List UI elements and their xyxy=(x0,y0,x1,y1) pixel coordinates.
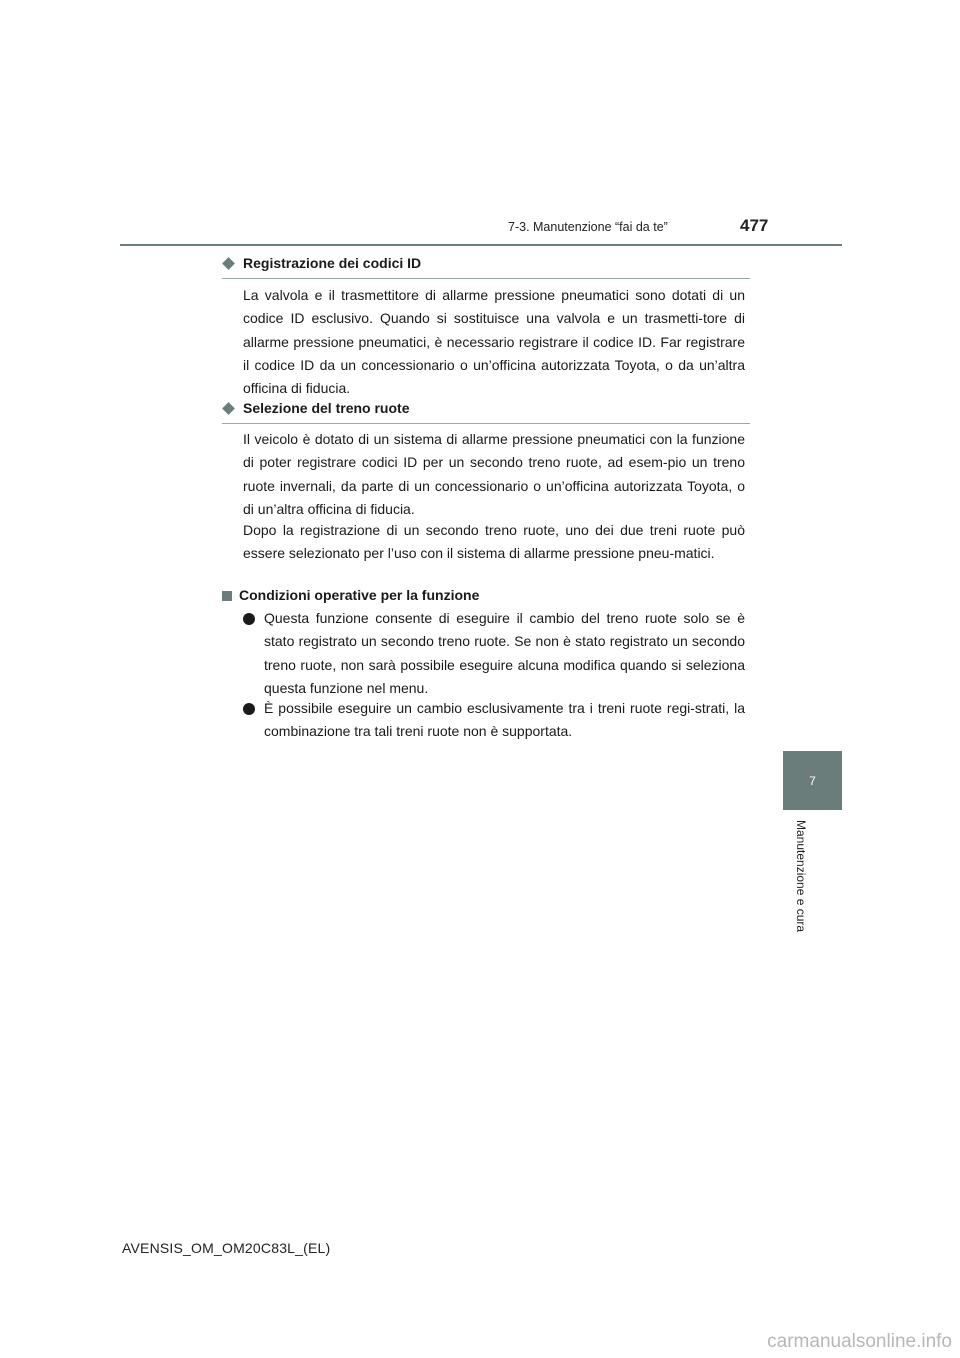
header-divider xyxy=(120,244,842,246)
subsection-heading xyxy=(222,586,479,605)
chapter-number: 7 xyxy=(809,773,816,788)
list-item xyxy=(243,697,745,744)
section-title: Selezione del treno ruote xyxy=(243,400,410,416)
chapter-label: Manutenzione e cura xyxy=(794,820,808,933)
paragraph: Dopo la registrazione di un secondo treno ruote, uno dei due treni ruote può essere selezionato per l’uso con il sistema di allarme pressione pneu-matici. xyxy=(243,522,745,562)
diamond-bullet-icon xyxy=(222,402,235,415)
square-bullet-icon xyxy=(222,591,232,601)
section-heading-wheel-set-selection xyxy=(222,399,750,424)
subsection-title: Condizioni operative per la funzione xyxy=(239,587,480,603)
paragraph: La valvola e il trasmettitore di allarme pressione pneumatici sono dotati di un codice ID esclusivo. Quando si sostituisce una valvola e un trasmetti-tore di allarme pressione pneumatici, è necessario registrare il codice ID. Far registrare il codice ID da un concessionario o un’officina autorizzata Toyota, o da un’altra officina di fiducia. xyxy=(243,287,745,397)
diamond-bullet-icon xyxy=(222,257,235,270)
section-heading-id-registration xyxy=(222,254,750,279)
document-code: AVENSIS_OM_OM20C83L_(EL) xyxy=(122,1240,331,1256)
paragraph: Il veicolo è dotato di un sistema di allarme pressione pneumatici con la funzione di poter registrare codici ID per un secondo treno ruote, ad esem-pio un treno ruote invernali, da parte di un concessionario o un’officina autorizzata Toyota, o di un’altra officina di fiducia. xyxy=(243,431,745,517)
chapter-tab xyxy=(783,751,842,810)
page-number: 477 xyxy=(740,216,769,235)
watermark: carmanualsonline.info xyxy=(767,1331,952,1352)
bullet-dot-icon xyxy=(243,703,255,715)
list-item xyxy=(243,607,745,700)
section-title: Registrazione dei codici ID xyxy=(243,255,422,271)
list-item-text: È possibile eseguire un cambio esclusivamente tra i treni ruote regi-strati, la combinazione tra tali treni ruote non è supportata. xyxy=(264,700,745,740)
list-item-text: Questa funzione consente di eseguire il cambio del treno ruote solo se è stato registrato un secondo treno ruote. Se non è stato registrato un secondo treno ruote, non sarà possibile eseguire alcuna modifica quando si seleziona questa funzione nel menu. xyxy=(264,610,745,696)
bullet-dot-icon xyxy=(243,613,255,625)
header-section-title: 7-3. Manutenzione “fai da te” xyxy=(508,220,668,234)
